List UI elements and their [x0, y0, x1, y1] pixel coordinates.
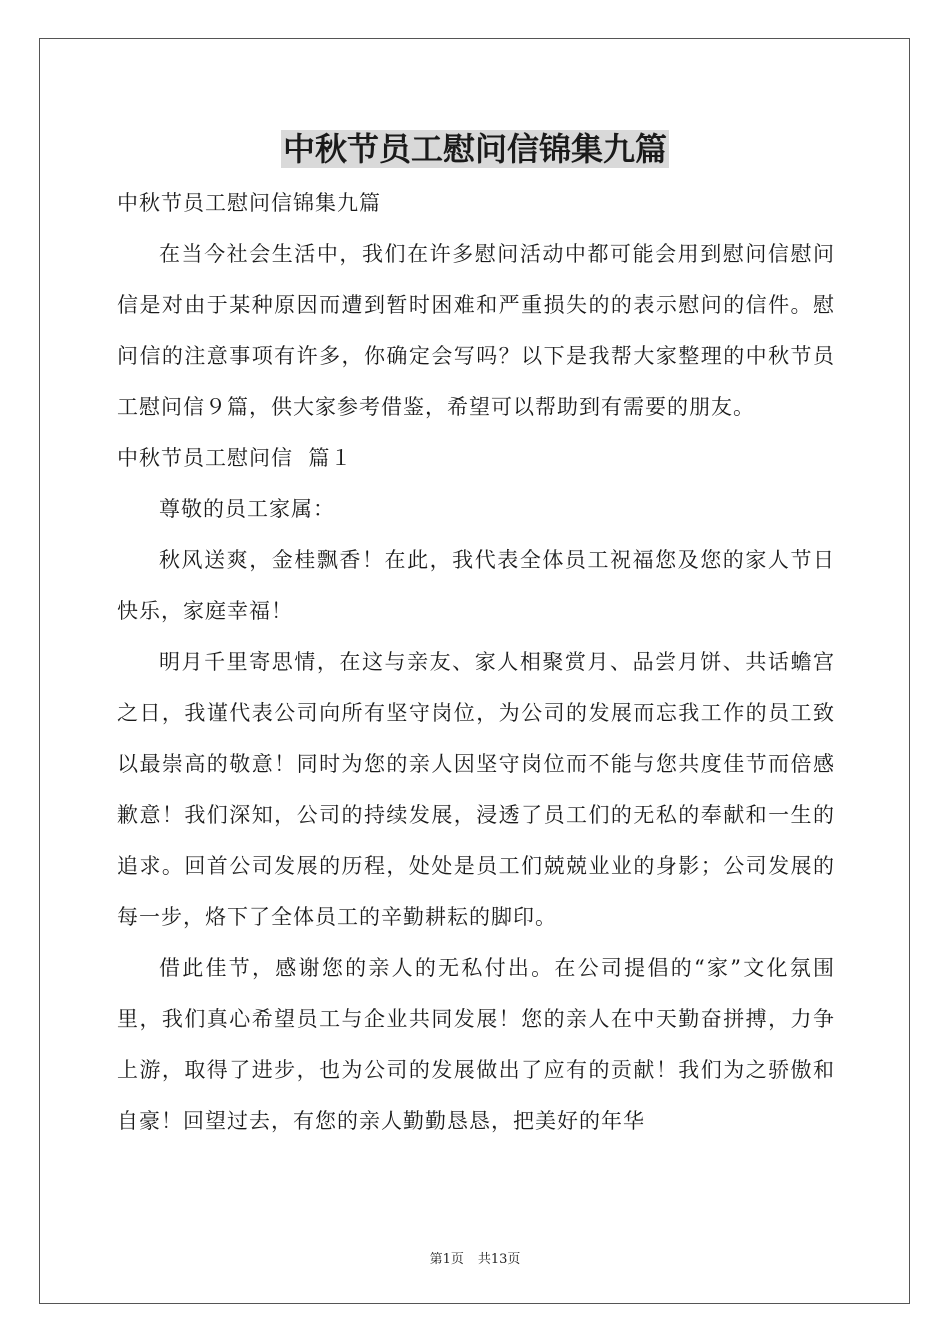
paragraph: 中秋节员工慰问信锦集九篇: [117, 191, 381, 215]
paragraph: 明月千里寄思情，在这与亲友、家人相聚赏月、品尝月饼、共话蟾宫之日，我谨代表公司向所有坚守岗位，为公司的发展而忘我工作的员工致以最崇高的敬意！同时为您的亲人因坚守岗位而不能与您共度佳节而倍感歉意！我们深知，公司的持续发展，浸透了员工们的无私的奉献和一生的追求。回首公司发展的历程，处处是员工们兢兢业业的身影；公司发展的每一步，烙下了全体员工的辛勤耕耘的脚印。: [117, 650, 835, 929]
paragraph: 尊敬的员工家属：: [159, 497, 335, 521]
page-total: 共13页: [477, 1252, 521, 1267]
page-footer: [0, 1248, 950, 1267]
section-heading: 中秋节员工慰问信 篇１: [117, 446, 353, 470]
paragraph: 借此佳节，感谢您的亲人的无私付出。在公司提倡的“家”文化氛围里，我们真心希望员工与企业共同发展！您的亲人在中天勤奋拼搏，力争上游，取得了进步，也为公司的发展做出了应有的贡献！我们为之骄傲和自豪！回望过去，有您的亲人勤勤恳恳，把美好的年华: [117, 956, 835, 1133]
page-number: 第1页: [429, 1252, 464, 1267]
document-title-text: 中秋节员工慰问信锦集九篇: [282, 130, 667, 168]
document-body: [117, 178, 835, 1147]
document-title: [0, 126, 950, 172]
paragraph: 在当今社会生活中，我们在许多慰问活动中都可能会用到慰问信慰问信是对由于某种原因而遭到暂时困难和严重损失的的表示慰问的信件。慰问信的注意事项有许多，你确定会写吗？以下是我帮大家整理的中秋节员工慰问信９篇，供大家参考借鉴，希望可以帮助到有需要的朋友。: [117, 242, 835, 419]
paragraph: 秋风送爽，金桂飘香！在此，我代表全体员工祝福您及您的家人节日快乐，家庭幸福！: [117, 548, 835, 623]
